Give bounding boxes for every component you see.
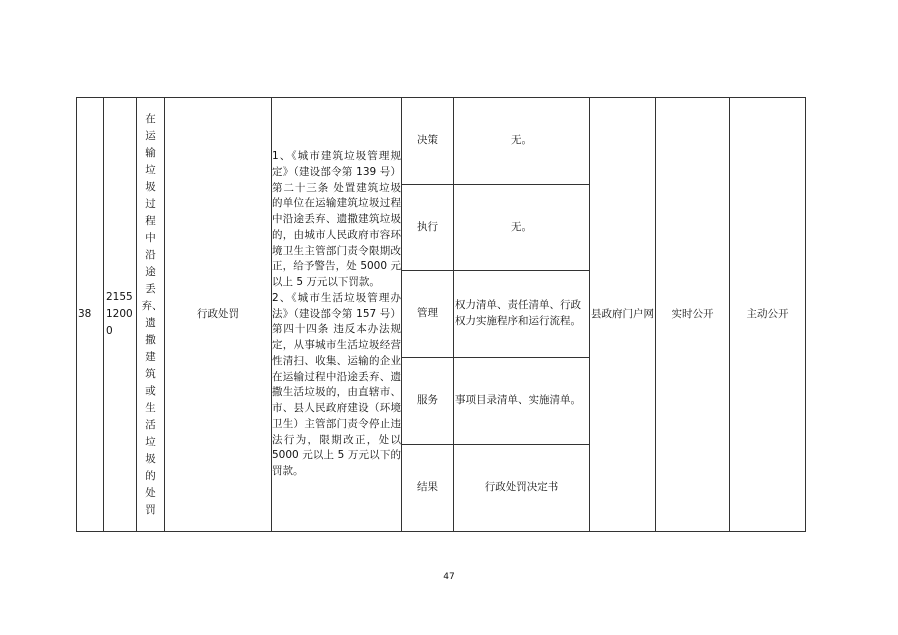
stage-label-decision: 决策 bbox=[402, 98, 454, 185]
stage-content-decision: 无。 bbox=[454, 98, 590, 185]
stage-label-result: 结果 bbox=[402, 445, 454, 532]
disclosure-type: 主动公开 bbox=[730, 98, 806, 532]
legal-basis bbox=[272, 98, 402, 532]
item-code: 215512000 bbox=[104, 98, 137, 532]
stage-label-execution: 执行 bbox=[402, 185, 454, 271]
item-name: 在运输垃圾过程中沿途丢弃、遗撒建筑或生活垃圾的处罚 bbox=[137, 98, 165, 532]
stage-content-management: 权力清单、责任清单、行政权力实施程序和运行流程。 bbox=[454, 271, 590, 358]
item-category: 行政处罚 bbox=[165, 98, 272, 532]
stage-label-management: 管理 bbox=[402, 271, 454, 358]
stage-content-service: 事项目录清单、实施清单。 bbox=[454, 358, 590, 445]
legal-basis-1: 1、《城市建筑垃圾管理规定》（建设部令第 139 号）第二十三条 处置建筑垃圾的单位在运输建筑垃圾过程中沿途丢弃、遗撒建筑垃圾的，由城市人民政府市容环境卫生主管部门责令限期改正，给予警告，处 5000 元以上 5 万元以下罚款。 bbox=[272, 150, 401, 289]
disclosure-channel: 县政府门户网 bbox=[590, 98, 656, 532]
legal-basis-2: 2、《城市生活垃圾管理办法》（建设部令第 157 号）第四十四条 违反本办法规定，从事城市生活垃圾经营性清扫、收集、运输的企业在运输过程中沿途丢弃、遗撒生活垃圾的，由直辖市、市、县人民政府建设（环境卫生）主管部门责令停止违法行为，限期改正，处以 5000 元以上 5 万元以下的罚款。 bbox=[272, 291, 401, 478]
page-number: 47 bbox=[443, 572, 455, 582]
stage-content-result: 行政处罚决定书 bbox=[454, 445, 590, 532]
stage-content-execution: 无。 bbox=[454, 185, 590, 271]
row-index: 38 bbox=[77, 98, 104, 532]
disclosure-table bbox=[76, 97, 806, 532]
stage-label-service: 服务 bbox=[402, 358, 454, 445]
disclosure-time-limit: 实时公开 bbox=[656, 98, 730, 532]
